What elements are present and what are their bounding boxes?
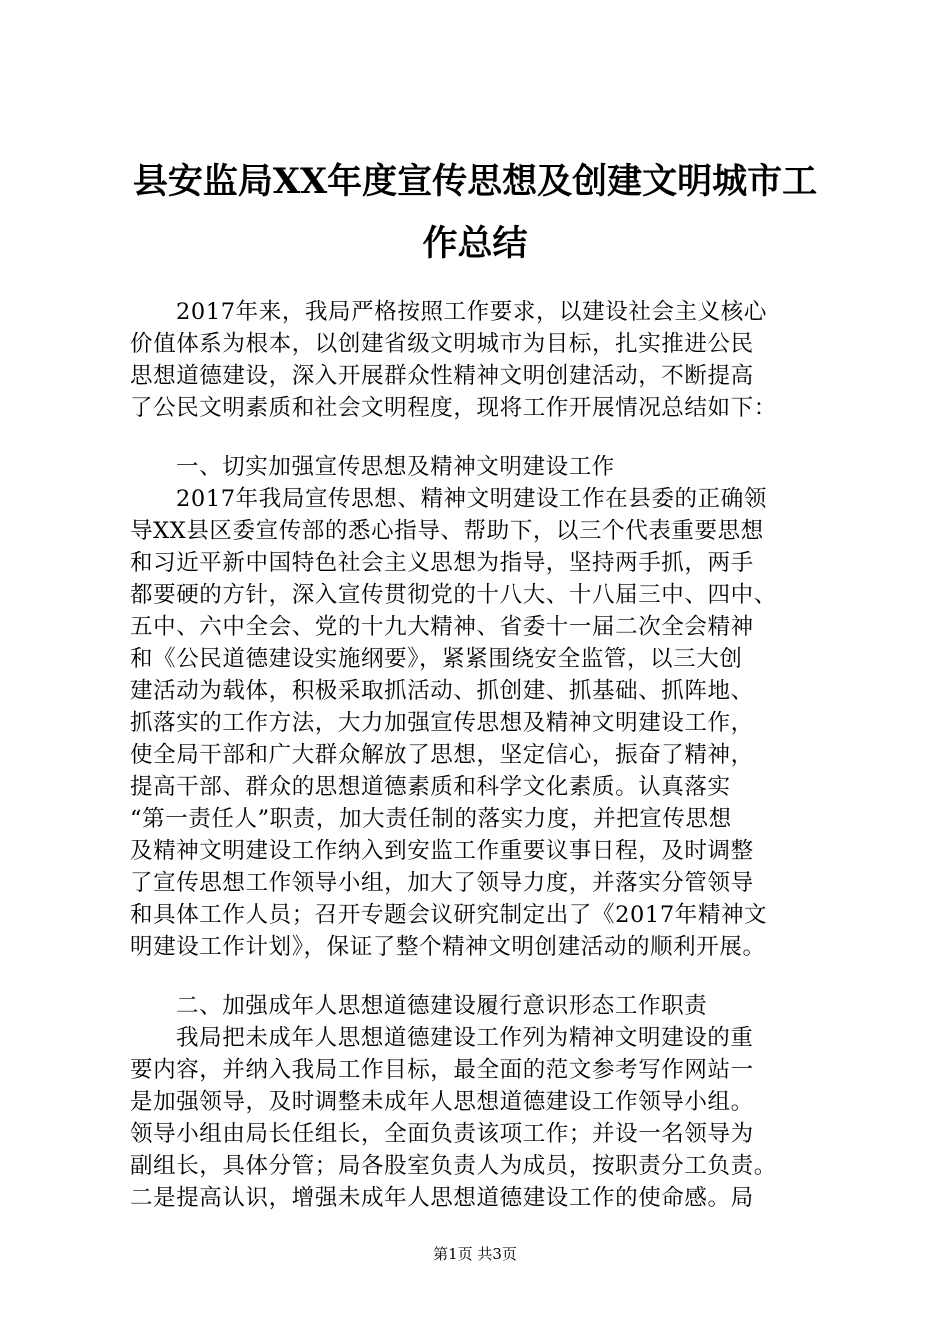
paragraph-line: 和具体工作人员；召开专题会议研究制定出了《2017年精神文 [130, 902, 768, 928]
paragraph-line: 副组长，具体分管；局各股室负责人为成员，按职责分工负责。 [130, 1153, 777, 1179]
paragraph-line: 建活动为载体，积极采取抓活动、抓创建、抓基础、抓阵地、 [130, 678, 754, 704]
paragraph-line: 二是提高认识，增强未成年人思想道德建设工作的使命感。局 [130, 1185, 754, 1211]
paragraph-line: 价值体系为根本，以创建省级文明城市为目标，扎实推进公民 [130, 331, 754, 357]
paragraph-line: 是加强领导，及时调整未成年人思想道德建设工作领导小组。 [130, 1089, 754, 1115]
paragraph-line: 和《公民道德建设实施纲要》，紧紧围绕安全监管，以三大创 [130, 646, 743, 672]
paragraph-line: 导XX县区委宣传部的悉心指导、帮助下，以三个代表重要思想 [130, 518, 764, 544]
section-heading: 二、加强成年人思想道德建设履行意识形态工作职责 [176, 993, 708, 1019]
paragraph-line: 我局把未成年人思想道德建设工作列为精神文明建设的重 [176, 1025, 754, 1051]
paragraph-line: 2017年我局宣传思想、精神文明建设工作在县委的正确领 [176, 486, 767, 512]
section-heading: 一、切实加强宣传思想及精神文明建设工作 [176, 454, 615, 480]
paragraph-line: 要内容，并纳入我局工作目标，最全面的范文参考写作网站一 [130, 1057, 754, 1083]
document-title-line-1: 县安监局XX年度宣传思想及创建文明城市工 [132, 161, 818, 202]
paragraph-line: 2017年来，我局严格按照工作要求，以建设社会主义核心 [176, 299, 767, 325]
paragraph-line: 提高干部、群众的思想道德素质和科学文化素质。认真落实 [130, 774, 731, 800]
paragraph-line: 及精神文明建设工作纳入到安监工作重要议事日程，及时调整 [130, 838, 754, 864]
paragraph-line: “第一责任人”职责，加大责任制的落实力度，并把宣传思想 [130, 806, 732, 832]
paragraph-line: 五中、六中全会、党的十九大精神、省委十一届二次全会精神 [130, 614, 754, 640]
paragraph-line: 领导小组由局长任组长，全面负责该项工作；并设一名领导为 [130, 1121, 754, 1147]
paragraph-line: 和习近平新中国特色社会主义思想为指导，坚持两手抓，两手 [130, 550, 754, 576]
paragraph-line: 抓落实的工作方法，大力加强宣传思想及精神文明建设工作， [130, 710, 754, 736]
page-number-footer: 第1页 共3页 [433, 1245, 517, 1263]
paragraph-line: 思想道德建设，深入开展群众性精神文明创建活动，不断提高 [130, 363, 754, 389]
paragraph-line: 明建设工作计划》，保证了整个精神文明创建活动的顺利开展。 [130, 934, 766, 960]
paragraph-line: 了宣传思想工作领导小组，加大了领导力度，并落实分管领导 [130, 870, 754, 896]
paragraph-line: 都要硬的方针，深入宣传贯彻党的十八大、十八届三中、四中、 [130, 582, 777, 608]
document-title-line-2: 作总结 [422, 223, 528, 264]
paragraph-line: 使全局干部和广大群众解放了思想，坚定信心，振奋了精神， [130, 742, 754, 768]
paragraph-line: 了公民文明素质和社会文明程度，现将工作开展情况总结如下： [130, 395, 777, 421]
